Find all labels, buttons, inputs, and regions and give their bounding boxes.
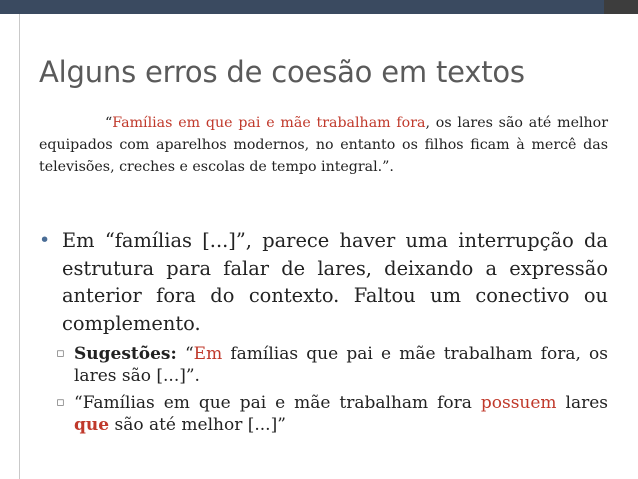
sub-bullet-suggestions — [56, 343, 608, 387]
main-bullet — [39, 227, 608, 337]
bullet-marker: • — [39, 229, 51, 251]
sub-bullet-marker: ▫ — [56, 346, 65, 361]
quote-open-mark: “ — [105, 115, 113, 131]
sub2-emphasis: que — [74, 415, 110, 435]
sub2-middle: lares — [556, 393, 609, 413]
quote-paragraph — [39, 112, 608, 178]
left-divider-line — [19, 14, 20, 479]
sub1-rest: famílias que pai e mãe trabalham fora, os lares são [...]”. — [74, 344, 608, 386]
top-bar — [0, 0, 638, 14]
quote-highlight: Famílias em que pai e mãe trabalham fora — [112, 115, 426, 131]
main-bullet-text: Em “famílias [...]”, parece haver uma interrupção da estrutura para falar de lares, deixando a expressão anterior fora do contexto. Faltou um conectivo ou complemento. — [62, 229, 608, 335]
sub-bullet-text — [74, 343, 608, 387]
sub-bullet-text — [74, 392, 608, 436]
sub1-highlight: Em — [193, 344, 223, 364]
quote-rest: , os lares são até melhor equipados com aparelhos modernos, no entanto os filhos ficam à mercê das televisões, creches e escolas de tempo integral.”. — [39, 115, 608, 175]
suggestions-label: Sugestões: — [74, 344, 177, 364]
sub2-highlight: possuem — [480, 393, 557, 413]
sub2-start: “Famílias em que pai e mãe trabalham fora — [74, 393, 481, 413]
sub-bullet-marker: ▫ — [56, 395, 65, 410]
slide-title: Alguns erros de coesão em textos — [39, 55, 525, 89]
sub2-end: são até melhor [...]” — [109, 415, 286, 435]
sub-bullet-alternative — [56, 392, 608, 436]
sub1-open-mark: “ — [184, 344, 194, 364]
top-bar-accent — [604, 0, 638, 14]
